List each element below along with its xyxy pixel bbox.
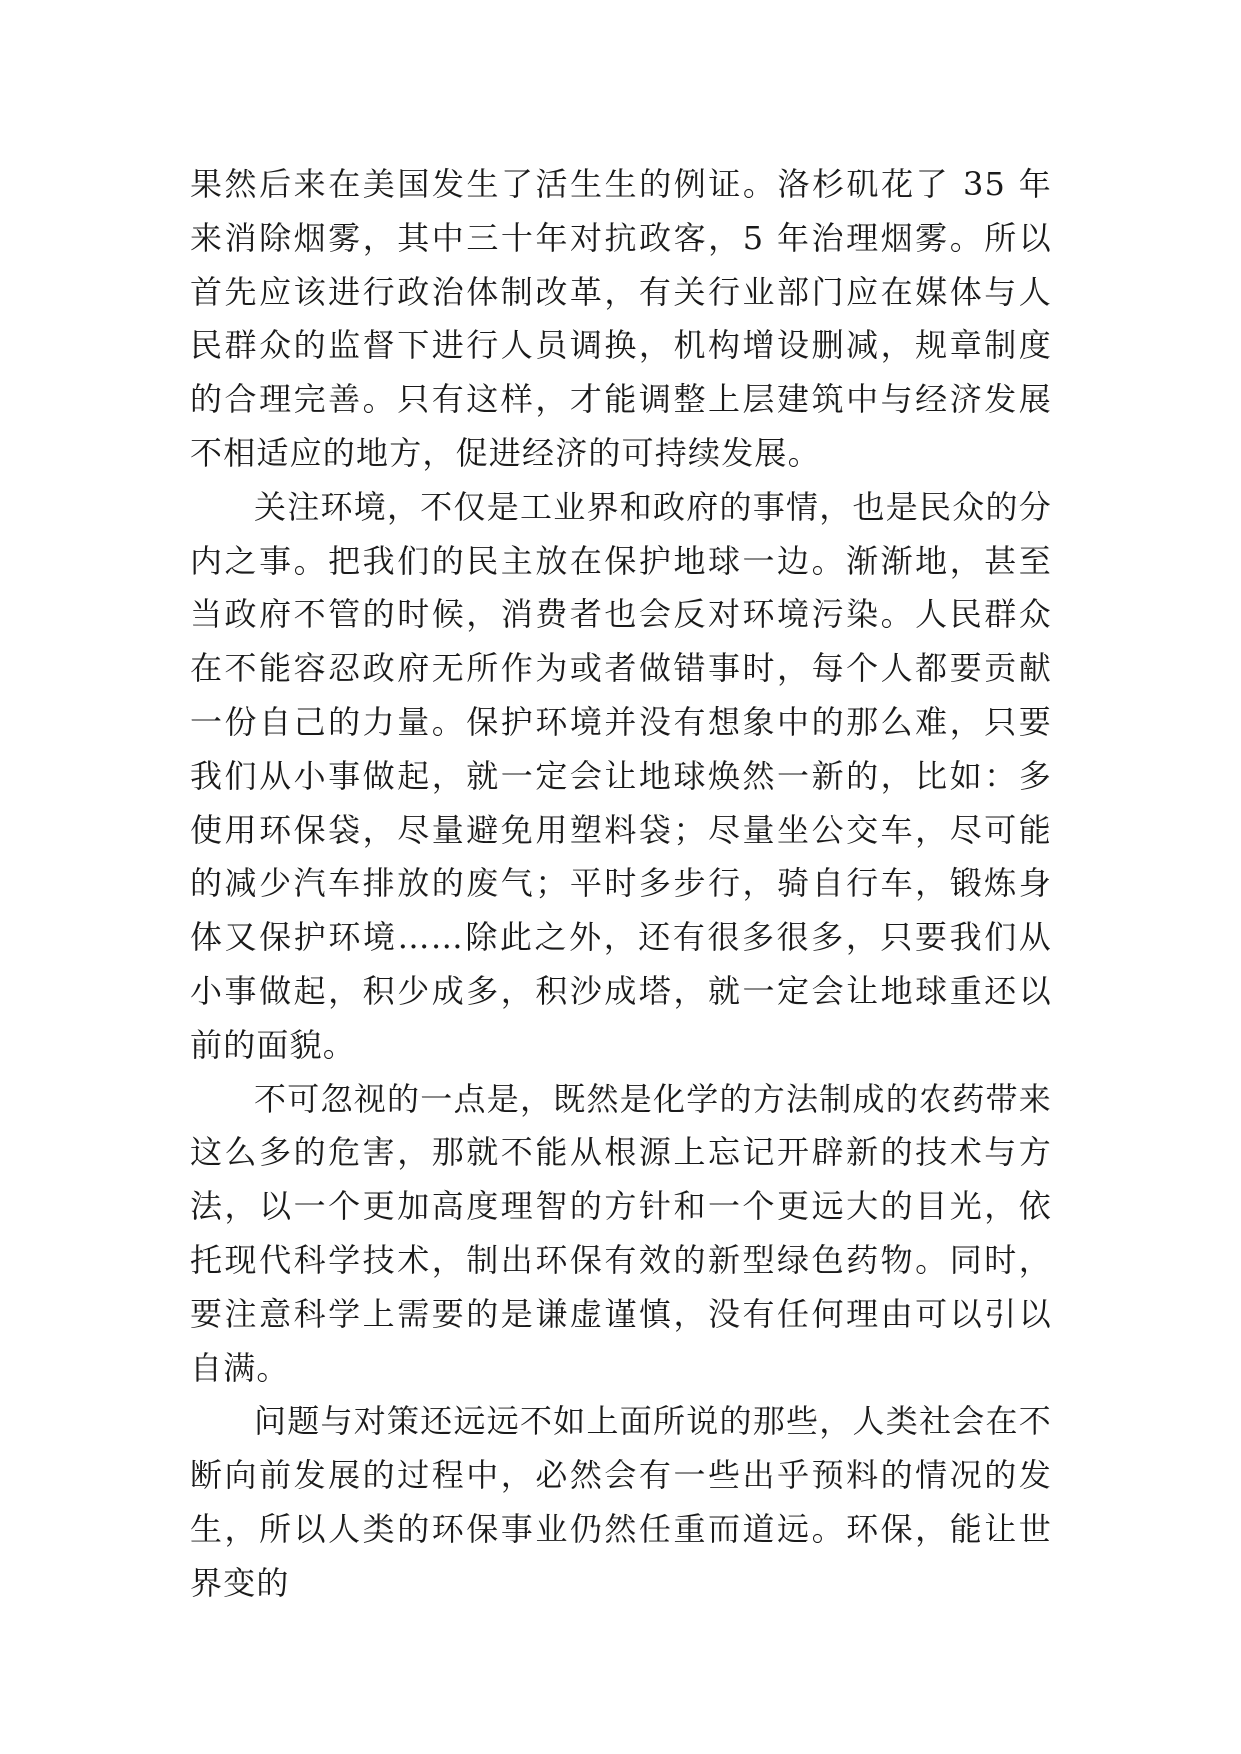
document-body (190, 158, 1052, 1611)
paragraph-4: 问题与对策还远远不如上面所说的那些，人类社会在不断向前发展的过程中，必然会有一些出乎预料的情况的发生，所以人类的环保事业仍然任重而道远。环保，能让世界变的 (190, 1402, 1052, 1602)
paragraph-2: 关注环境，不仅是工业界和政府的事情，也是民众的分内之事。把我们的民主放在保护地球一边。渐渐地，甚至当政府不管的时候，消费者也会反对环境污染。人民群众在不能容忍政府无所作为或者做错事时，每个人都要贡献一份自己的力量。保护环境并没有想象中的那么难，只要我们从小事做起，就一定会让地球焕然一新的，比如：多使用环保袋，尽量避免用塑料袋；尽量坐公交车，尽可能的减少汽车排放的废气；平时多步行，骑自行车，锻炼身体又保护环境……除此之外，还有很多很多，只要我们从小事做起，积少成多，积沙成塔，就一定会让地球重还以前的面貌。 (190, 487, 1052, 1064)
paragraph-1: 果然后来在美国发生了活生生的例证。洛杉矶花了 35 年来消除烟雾，其中三十年对抗政客，5 年治理烟雾。所以首先应该进行政治体制改革，有关行业部门应在媒体与人民群众的监督下进行人员调换，机构增设删减，规章制度的合理完善。只有这样，才能调整上层建筑中与经济发展不相适应的地方，促进经济的可持续发展。 (190, 165, 1052, 472)
paragraph-3: 不可忽视的一点是，既然是化学的方法制成的农药带来这么多的危害，那就不能从根源上忘记开辟新的技术与方法，以一个更加高度理智的方针和一个更远大的目光，依托现代科学技术，制出环保有效的新型绿色药物。同时，要注意科学上需要的是谦虚谨慎，没有任何理由可以引以自满。 (190, 1079, 1052, 1387)
